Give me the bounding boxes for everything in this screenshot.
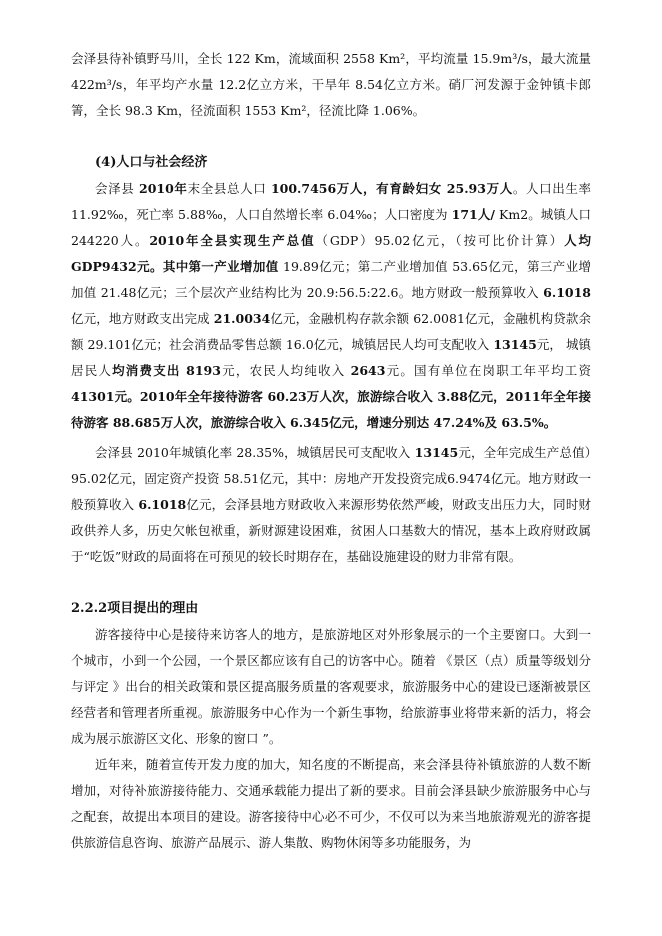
text-run: （GDP）95.02亿元，（按可比价计算）: [315, 233, 565, 248]
text-run: 2010年: [139, 181, 188, 196]
text-run: 41301元。2010年全年接待游客 60.23万人次，旅游综合收入 3.88亿元，2011年全年接待游客 88.685万人次，旅游综合收入 6.345亿元，增速分别达 47.24%及 63.5%。: [71, 389, 591, 430]
text-run: 6.1018: [138, 497, 187, 512]
text-run: 100.7456万人，有育龄妇女 25.93万人: [270, 181, 513, 196]
text-run: 13145: [493, 337, 537, 352]
text-run: 2643: [350, 363, 386, 378]
text-run: 会泽县: [95, 181, 139, 196]
paragraph-population-economy: [71, 176, 591, 436]
text-run: 13145: [414, 445, 459, 460]
text-run: 6.1018: [543, 285, 591, 300]
text-run: Km2。城镇人口 244220人。: [71, 207, 592, 248]
text-run: 亿元，金融机构存款余额 62.0081亿元，金融机构贷款余额 29.101亿元；社会消费品零售总额 16.0亿元，城镇居民人均可支配收入: [71, 311, 591, 352]
paragraph-visitor-center: 游客接待中心是接待来访客人的地方，是旅游地区对外形象展示的一个主要窗口。大到一个城市，小到一个公园，一个景区都应该有自己的访客中心。随着 《景区（点）质量等级划分与评定 》出台的相关政策和景区提高服务质量的客观要求，旅游服务中心的建设已逐渐被景区经营者和管理者所重视。旅游服务中心作为一个新生事物，给旅游事业将带来新的活力，将会成为展示旅游区文化、形象的窗口 ”。: [71, 627, 591, 746]
text-run: 。人口出生率 11.92‰，死亡率 5.88‰，人口自然增长率 6.04‰；人口密度为: [71, 181, 591, 222]
text-run: 元。国有单位在岗职工年平均工资: [385, 363, 591, 378]
text-run: 人均 GDP9432元。其中第一产业增加值: [71, 233, 591, 274]
text-run: 171人/: [451, 207, 495, 222]
text-run: 19.89亿元；第二产业增加值 53.65亿元，第三产业增加值 21.48亿元；三个层次产业结构比为 20.9:56.5:22.6。地方财政一般预算收入: [71, 259, 591, 300]
text-run: 会泽县 2010年城镇化率 28.35%，城镇居民可支配收入: [95, 445, 415, 460]
text-run: 元， 城镇居民人: [71, 337, 591, 378]
heading-population-economy: (4)人口与社会经济: [95, 155, 208, 170]
section-title-project-rationale: 2.2.2项目提出的理由: [71, 601, 199, 616]
text-run: 2010年全县实现生产总值: [149, 233, 316, 248]
text-run: 21.0034: [213, 311, 271, 326]
text-run: 元，农民人均纯收入: [220, 363, 351, 378]
paragraph-recent-development: 近年来，随着宣传开发力度的加大，知名度的不断提高，来会泽县待补镇旅游的人数不断增加，对待补旅游接待能力、交通承载能力提出了新的要求。目前会泽县缺少旅游服务中心与之配套，故提出本项目的建设。游客接待中心必不可少，不仅可以为来当地旅游观光的游客提供旅游信息咨询、旅游产品展示、游人集散、购物休闲等多功能服务，为: [71, 757, 591, 850]
text-run: 亿元，地方财政支出完成: [71, 311, 214, 326]
paragraph-urbanization-finance: [71, 440, 591, 570]
text-run: 亿元，会泽县地方财政收入来源形势依然严峻，财政支出压力大，同时财政供养人多，历史欠帐包袱重，新财源建设困难，贫困人口基数大的情况，基本上政府财政属于“吃饭”财政的局面将在可预见的较长时期存在，基础设施建设的财力非常有限。: [71, 497, 591, 564]
text-run: 元，全年完成生产总值）95.02亿元，固定资产投资 58.51亿元，其中：房地产开发投资完成6.9474亿元。地方财政一般预算收入: [71, 445, 591, 512]
text-run: 末全县总人口: [187, 181, 271, 196]
paragraph-hydrology: 会泽县待补镇野马川，全长 122 Km，流域面积 2558 Km²，平均流量 15.9m³/s，最大流量 422m³/s，年平均产水量 12.2亿立方米，干旱年 8.54亿立方米。硝厂河发源于金钟镇卡郎箐，全长 98.3 Km，径流面积 1553 Km²，径流比降 1.06%。: [71, 51, 591, 118]
text-run: 均消费支出 8193: [112, 363, 221, 378]
